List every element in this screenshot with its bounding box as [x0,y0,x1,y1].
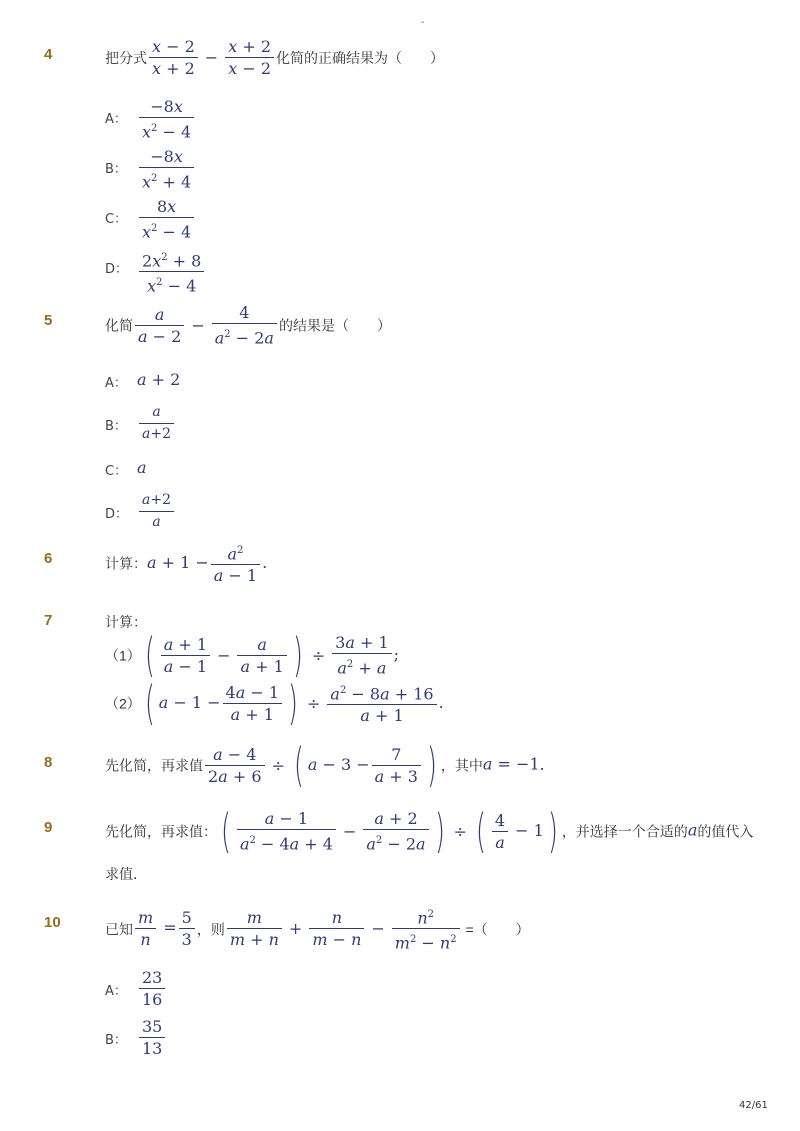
formula: ( a − 1 − $\frac{4a - 1}{a + 1}$ ) ÷ $\frac{a^2 - 8a + 16}{a + 1}$ . [144,676,444,731]
question-number: 4 [44,46,53,63]
question-7-prefix: 计算： [105,615,147,631]
option-c-formula: a [137,458,147,477]
variable: a [482,754,493,774]
question-9-prefix: 先化简，再求值： [105,823,217,840]
question-number: 7 [44,612,53,629]
option-label[interactable]: C： [105,464,128,479]
question-8-middle: ，其中 [440,757,483,774]
option-label[interactable]: A： [105,984,127,999]
question-8-prefix: 先化简，再求值 [105,757,203,774]
formula: a + 1 − $\frac{a^2}{a - 1}$ . [147,553,267,572]
question-number: 5 [44,312,53,329]
option-label[interactable]: D： [105,507,129,522]
option-label[interactable]: B： [105,1033,127,1048]
question-10-suffix: =（ ） [461,921,530,938]
question-number: 10 [44,914,61,931]
part-label: （2） [105,695,141,712]
option-label[interactable]: B： [105,419,127,434]
option-d-formula: $\frac{a+2}{a}$ [137,490,176,533]
option-label[interactable]: C： [105,212,128,227]
question-4-suffix: 化简的正确结果为（ ） [276,50,444,66]
option-b-formula [137,1016,167,1059]
option-numerator: 35 [139,1016,165,1038]
question-number: 8 [44,754,53,771]
formula: $\frac{m}{n}$ = $\frac{5}{3}$ [133,918,197,937]
question-7-part-2 [105,676,444,731]
question-4-prefix: 把分式 [105,50,147,66]
option-b-formula: $\frac{-8x}{x^2 + 4}$ [137,146,196,192]
question-10-prefix: 已知 [105,921,133,938]
question-9-stem [105,804,754,859]
question-6-stem [105,540,267,586]
question-10-stem [105,904,530,954]
formula: $\frac{a - 4}{2a + 6}$ ÷ ( a − 3 − $\frac{7}{a + 3}$ ) [203,755,441,774]
question-7-part-1 [105,628,400,683]
top-mark: - [421,17,425,28]
question-9-line-2: 求值． [105,867,147,883]
formula: $\frac{m}{m + n}$ + $\frac{n}{m - n}$ − $\frac{n^2}{m^2 - n^2}$ [225,918,462,937]
option-denominator: 13 [142,1039,163,1058]
question-9-tail: 的值代入 [697,823,754,840]
variable: a [687,820,698,840]
question-5-prefix: 化简 [105,317,133,334]
formula: $\frac{a}{a - 2}$ − $\frac{4}{a^2 - 2a}$ [133,315,279,334]
formula: ( $\frac{a - 1}{a^2 - 4a + 4}$ − $\frac{a + 2}{a^2 - 2a}$ ) ÷ ( $\frac{4}{a}$ − 1) [221,804,558,859]
option-denominator: 16 [142,990,163,1009]
option-label[interactable]: A： [105,376,127,391]
question-4-stem [105,36,444,79]
question-8-stem [105,738,556,792]
question-number: 6 [44,550,53,567]
option-a-formula: $\frac{-8x}{x^2 - 4}$ [137,96,196,142]
option-a-formula: a + 2 [137,370,181,389]
question-10-middle: ，则 [196,921,225,938]
option-a-formula [137,967,167,1010]
condition-value: = −1． [492,754,556,774]
question-9-middle: ，并选择一个合适的 [561,823,688,840]
option-d-formula: $\frac{2x^2 + 8}{x^2 - 4}$ [137,247,206,297]
option-label[interactable]: B： [105,162,127,177]
option-label[interactable]: D： [105,262,129,277]
option-b-formula: $\frac{a}{a+2}$ [137,402,176,445]
question-5-stem [105,302,391,348]
question-6-prefix: 计算： [105,555,147,572]
part-label: （1） [105,647,141,664]
option-numerator: 23 [139,967,165,989]
formula: $\frac{x - 2}{x + 2}$ − $\frac{x + 2}{x - 2}$ [147,47,276,66]
question-number: 9 [44,819,53,836]
option-label[interactable]: A： [105,112,127,127]
question-5-suffix: 的结果是（ ） [278,317,391,334]
option-c-formula: $\frac{8x}{x^2 - 4}$ [137,196,196,242]
page-number: 42/61 [739,1100,768,1111]
formula: ( $\frac{a + 1}{a - 1}$ − $\frac{a}{a + 1}$ ) ÷ $\frac{3a + 1}{a^2 + a}$ ; [144,628,400,683]
